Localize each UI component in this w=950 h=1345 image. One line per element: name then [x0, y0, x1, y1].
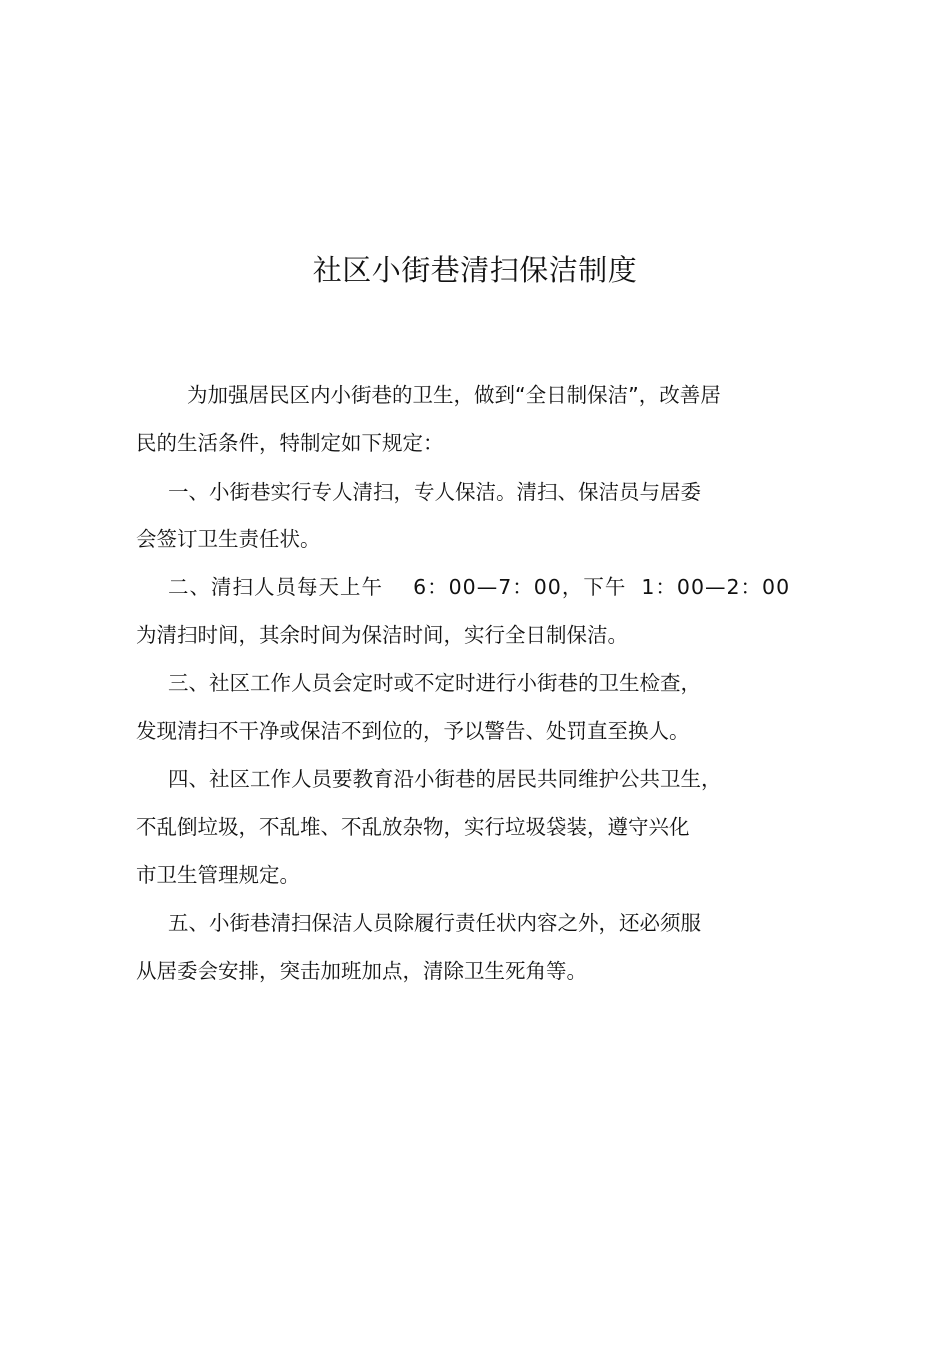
clause-3-line-1: 三、社区工作人员会定时或不定时进行小街巷的卫生检查，: [168, 671, 701, 695]
document-title: 社区小街巷清扫保洁制度: [312, 253, 638, 287]
clause-5-line-2: 从居委会安排，突击加班加点，清除卫生死角等。: [136, 959, 587, 983]
clause-4-line-2: 不乱倒垃圾，不乱堆、不乱放杂物，实行垃圾袋装，遵守兴化: [136, 815, 690, 839]
clause-2-line-2: 为清扫时间，其余时间为保洁时间，实行全日制保洁。: [136, 623, 628, 647]
clause-4-line-3: 市卫生管理规定。: [136, 863, 300, 887]
clause-5-line-1: 五、小街巷清扫保洁人员除履行责任状内容之外，还必须服: [168, 911, 701, 935]
clause-4-line-1: 四、社区工作人员要教育沿小街巷的居民共同维护公共卫生，: [168, 767, 722, 791]
intro-line-1: 为加强居民区内小街巷的卫生，做到“全日制保洁”，改善居: [187, 383, 721, 407]
clause-1-line-2: 会签订卫生责任状。: [136, 527, 321, 551]
clause-3-line-2: 发现清扫不干净或保洁不到位的，予以警告、处罚直至换人。: [136, 719, 690, 743]
clause-1-line-1: 一、小街巷实行专人清扫，专人保洁。清扫、保洁员与居委: [168, 480, 701, 504]
intro-line-2: 民的生活条件，特制定如下规定：: [136, 431, 444, 455]
clause-2-line-1: 二、清扫人员每天上午 6：00—7：00，下午 1：00—2：00: [168, 575, 791, 599]
